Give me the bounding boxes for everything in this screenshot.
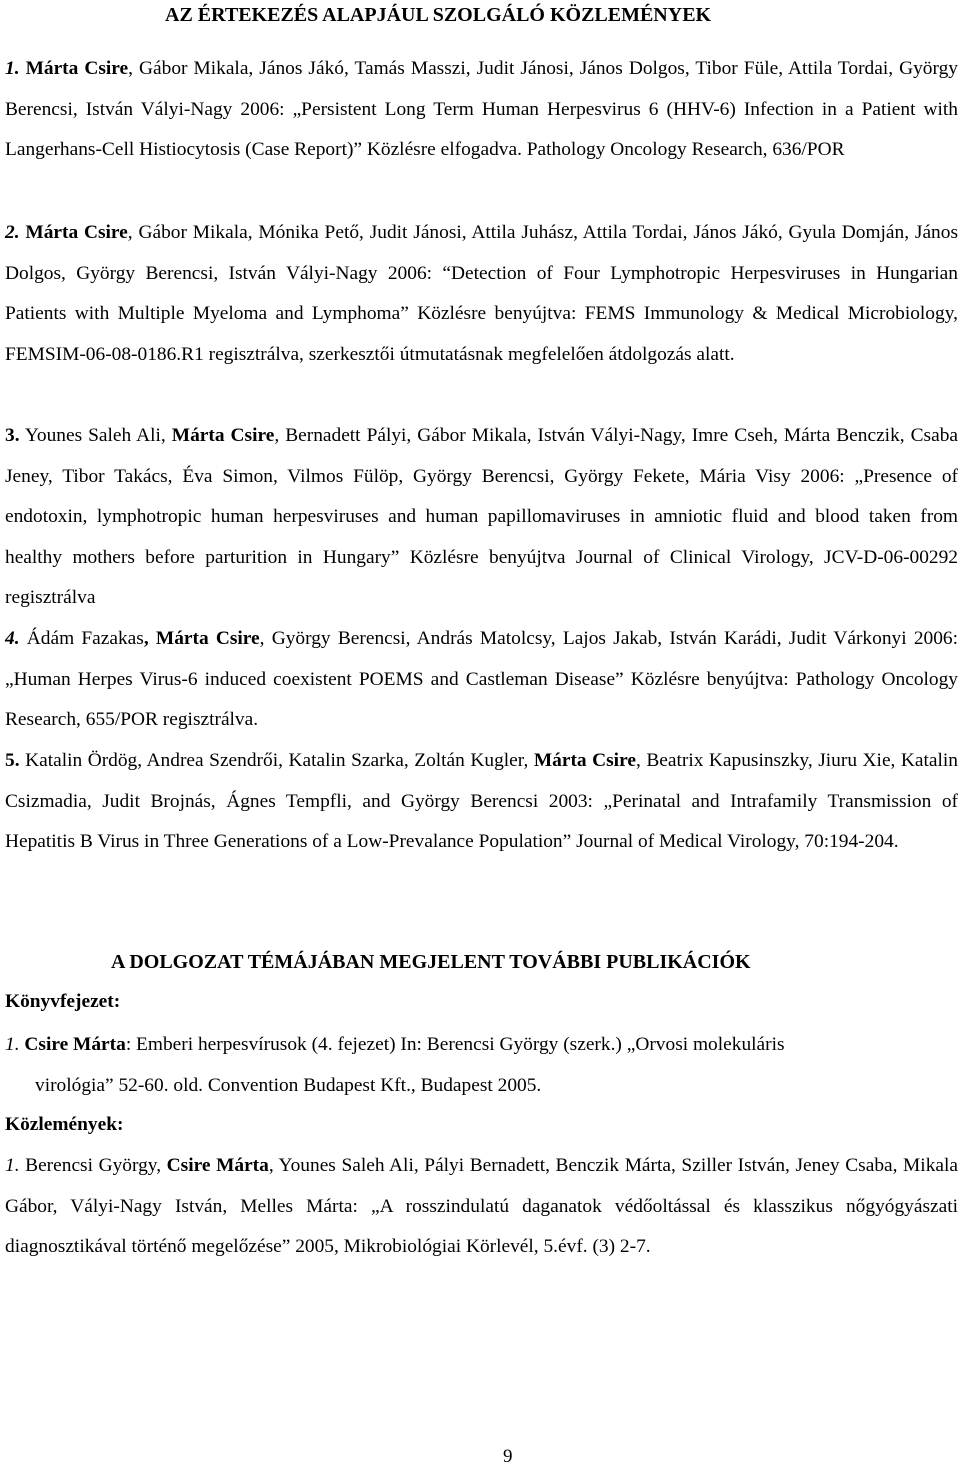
page-number: 9	[503, 1446, 513, 1467]
publication-number: 1.	[5, 58, 20, 79]
publication-text: , György Berencsi, András Matolcsy, Lajos Jakab, István Karádi, Judit Várkonyi 2006: „Human Herpes Virus-6 induced coexistent POEMS and Castleman Disease” Közlésre benyújtva: Pathology Oncology Research, 655/POR regisztrálva.	[5, 628, 958, 730]
article-text: , Younes Saleh Ali, Pályi Bernadett, Benczik Márta, Sziller István, Jeney Csaba, Mikala Gábor, Vályi-Nagy István, Melles Márta: „A rosszindulatú daganatok védőoltással és klasszikus nőgyógyászati diagnosztikával történő megelőzése” 2005, Mikrobiológiai Körlevél, 5.évf. (3) 2-7.	[5, 1155, 958, 1257]
author-highlight: Márta Csire	[25, 222, 128, 243]
publication-text: , Bernadett Pályi, Gábor Mikala, István Vályi-Nagy, Imre Cseh, Márta Benczik, Csaba Jeney, Tibor Takács, Éva Simon, Vilmos Fülöp, György Berencsi, György Fekete, Mária Visy 2006: „Presence of endotoxin, lymphotropic human herpesviruses and human papillomaviruses in amniotic fluid and blood taken from healthy mothers before parturition in Hungary” Közlésre benyújtva Journal of Clinical Virology, JCV-D-06-00292 regisztrálva	[5, 425, 958, 608]
article-authors-pre: Berencsi György,	[19, 1155, 167, 1176]
author-highlight: , Márta Csire	[143, 628, 260, 649]
article-item	[5, 1146, 958, 1268]
book-chapter-line-2: virológia” 52-60. old. Convention Budapest Kft., Budapest 2005.	[35, 1074, 542, 1096]
publication-number: 3.	[5, 425, 20, 446]
publication-authors-pre: Ádám Fazakas	[19, 628, 144, 649]
book-chapter-number: 1.	[5, 1034, 20, 1055]
author-highlight: Márta Csire	[171, 425, 275, 446]
author-highlight: Márta Csire	[533, 750, 636, 771]
author-highlight: Csire Márta	[166, 1155, 269, 1176]
publication-authors-pre: Katalin Ördög, Andrea Szendrői, Katalin Szarka, Zoltán Kugler,	[19, 750, 534, 771]
publication-number: 2.	[5, 222, 20, 243]
publication-item	[5, 741, 958, 863]
publication-text: , Gábor Mikala, Mónika Pető, Judit Jánosi, Attila Juhász, Attila Tordai, János Jákó, Gyula Domján, János Dolgos, György Berencsi, István Vályi-Nagy 2006: “Detection of Four Lymphotropic Herpesviruses in Hungarian Patients with Multiple Myeloma and Lymphoma” Közlésre benyújtva: FEMS Immunology & Medical Microbiology, FEMSIM-06-08-0186.R1 regisztrálva, szerkesztői útmutatásnak megfelelően átdolgozás alatt.	[5, 222, 958, 365]
section-heading: A DOLGOZAT TÉMÁJÁBAN MEGJELENT TOVÁBBI PUBLIKÁCIÓK	[111, 951, 751, 973]
publication-text: , Gábor Mikala, János Jákó, Tamás Masszi, Judit Jánosi, János Dolgos, Tibor Füle, Attila Tordai, György Berencsi, István Vályi-Nagy 2006: „Persistent Long Term Human Herpesvirus 6 (HHV-6) Infection in a Patient with Langerhans-Cell Histiocytosis (Case Report)” Közlésre elfogadva. Pathology Oncology Research, 636/POR	[5, 58, 958, 160]
publication-number: 5.	[5, 750, 20, 771]
publication-item	[5, 619, 958, 741]
article-number: 1.	[5, 1155, 20, 1176]
book-chapter-line-1	[5, 1025, 958, 1066]
author-highlight: Márta Csire	[25, 58, 129, 79]
page-heading: AZ ÉRTEKEZÉS ALAPJÁUL SZOLGÁLÓ KÖZLEMÉNYEK	[165, 4, 712, 26]
publication-item	[5, 49, 958, 171]
publication-item	[5, 416, 958, 619]
publication-text: , Beatrix Kapusinszky, Jiuru Xie, Katalin Csizmadia, Judit Brojnás, Ágnes Tempfli, and György Berencsi 2003: „Perinatal and Intrafamily Transmission of Hepatitis B Virus in Three Generations of a Low-Prevalance Population” Journal of Medical Virology, 70:194-204.	[5, 750, 959, 852]
book-chapter-item	[5, 1025, 958, 1106]
book-chapter-label: Könyvfejezet:	[5, 991, 121, 1012]
publication-item	[5, 213, 958, 375]
articles-label: Közlemények:	[5, 1114, 124, 1135]
publication-number: 4.	[5, 628, 20, 649]
publication-authors-pre: Younes Saleh Ali,	[19, 425, 172, 446]
book-chapter-text: : Emberi herpesvírusok (4. fejezet) In: Berencsi György (szerk.) „Orvosi molekuláris	[125, 1034, 785, 1055]
author-highlight: Csire Márta	[24, 1034, 126, 1055]
